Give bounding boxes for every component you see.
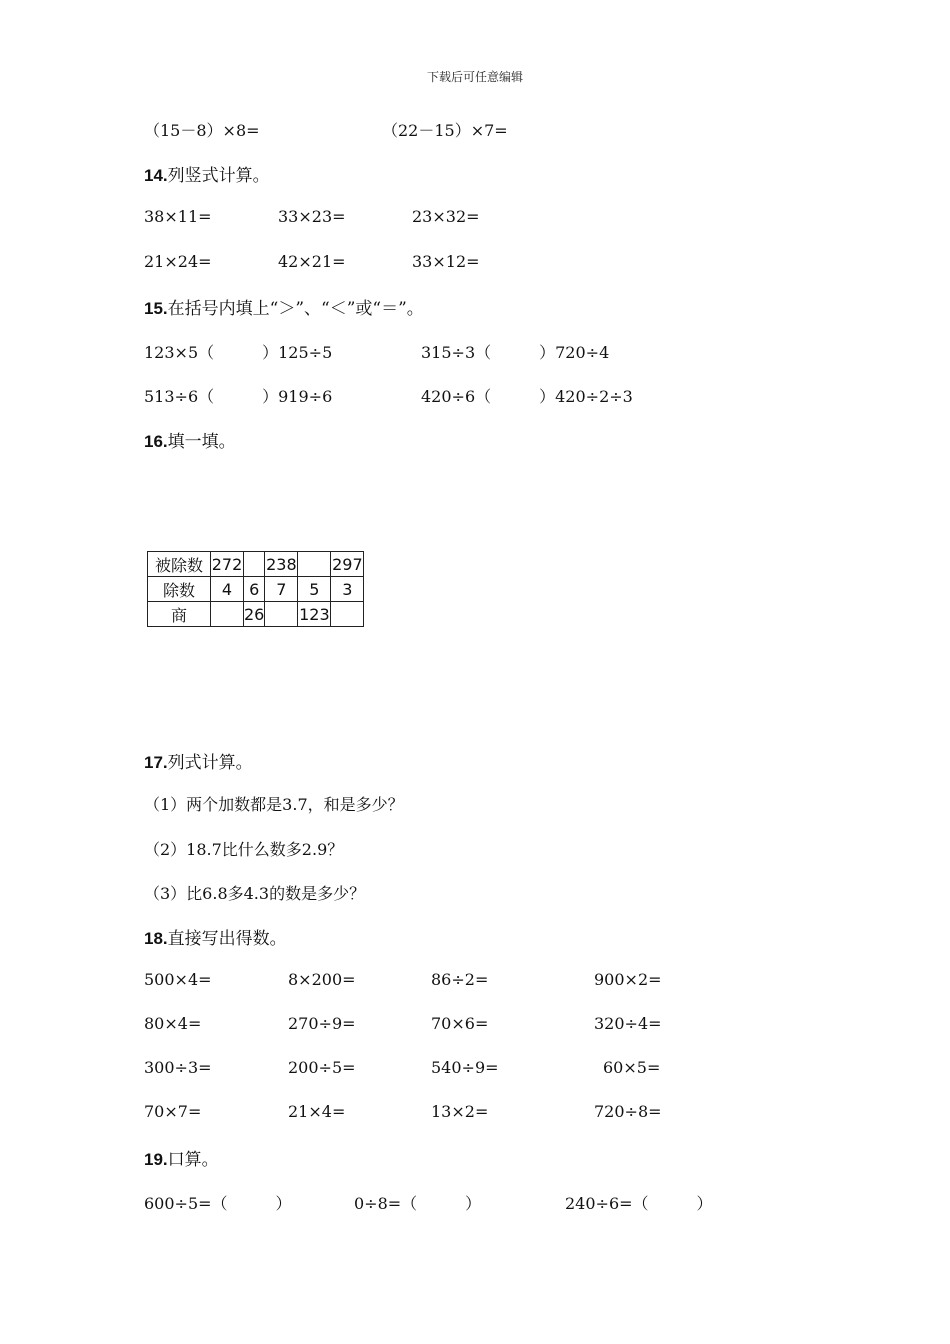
comparison: 123×5（ ）125÷5: [144, 343, 333, 362]
word-problem: （2）18.7比什么数多2.9？: [144, 840, 344, 859]
table-cell: 商: [148, 602, 211, 627]
expression: 70×6=: [431, 1014, 489, 1033]
question-18-heading: [144, 924, 287, 949]
comparison: 420÷6（ ）420÷2÷3: [421, 387, 633, 406]
expression: （22－15）×7=: [382, 121, 508, 140]
expression: 720÷8=: [594, 1102, 662, 1121]
expression: 60×5=: [603, 1058, 661, 1077]
table-cell: 除数: [148, 577, 211, 602]
question-number: 16.: [144, 432, 168, 451]
expression: 320÷4=: [594, 1014, 662, 1033]
expression: 33×23=: [278, 207, 346, 226]
table-cell: 5: [298, 577, 331, 602]
comparison: 315÷3（ ）720÷4: [421, 343, 610, 362]
question-number: 15.: [144, 299, 168, 318]
expression: 80×4=: [144, 1014, 202, 1033]
word-problem: （3）比6.8多4.3的数是多少？: [144, 884, 366, 903]
table-row: [148, 602, 364, 627]
expression: 300÷3=: [144, 1058, 212, 1077]
expression: 13×2=: [431, 1102, 489, 1121]
question-14-heading: [144, 161, 270, 186]
expression: 33×12=: [412, 252, 480, 271]
expression: 0÷8=（ ）: [354, 1194, 482, 1213]
question-number: 19.: [144, 1150, 168, 1169]
expression: 240÷6=（ ）: [565, 1194, 713, 1213]
expression: 21×4=: [288, 1102, 346, 1121]
question-17-heading: [144, 748, 253, 773]
page-header: 下载后可任意编辑: [426, 70, 523, 84]
table-cell: 6: [244, 577, 265, 602]
table-cell: 4: [211, 577, 244, 602]
expression: 86÷2=: [431, 970, 489, 989]
question-number: 14.: [144, 166, 168, 185]
expression: 8×200=: [288, 970, 356, 989]
table-cell: 被除数: [148, 552, 211, 577]
expression: （15－8）×8=: [144, 121, 260, 140]
table-cell: [211, 602, 244, 627]
expression: 270÷9=: [288, 1014, 356, 1033]
question-number: 17.: [144, 753, 168, 772]
division-table: [147, 551, 364, 627]
table-cell: 26: [244, 602, 265, 627]
expression: 900×2=: [594, 970, 662, 989]
expression: 540÷9=: [431, 1058, 499, 1077]
word-problem: （1）两个加数都是3.7，和是多少？: [144, 795, 404, 814]
expression: 600÷5=（ ）: [144, 1194, 292, 1213]
question-title: 列竖式计算。: [167, 166, 270, 186]
table-cell: [244, 552, 265, 577]
question-19-heading: [144, 1145, 219, 1170]
question-16-heading: [144, 427, 236, 452]
table-cell: 297: [331, 552, 364, 577]
question-title: 填一填。: [167, 432, 236, 452]
table-cell: 272: [211, 552, 244, 577]
question-15-heading: [144, 294, 424, 319]
table-row: [148, 577, 364, 602]
expression: 500×4=: [144, 970, 212, 989]
expression: 70×7=: [144, 1102, 202, 1121]
table-cell: 238: [265, 552, 298, 577]
comparison: 513÷6（ ）919÷6: [144, 387, 333, 406]
question-number: 18.: [144, 929, 168, 948]
table-cell: [298, 552, 331, 577]
question-title: 直接写出得数。: [167, 929, 287, 949]
table-cell: [331, 602, 364, 627]
question-title: 口算。: [167, 1150, 219, 1170]
question-title: 列式计算。: [167, 753, 253, 773]
table-cell: 7: [265, 577, 298, 602]
question-title: 在括号内填上“＞”、“＜”或“＝”。: [167, 299, 424, 319]
expression: 38×11=: [144, 207, 212, 226]
expression: 23×32=: [412, 207, 480, 226]
table-cell: 123: [298, 602, 331, 627]
table-row: [148, 552, 364, 577]
expression: 21×24=: [144, 252, 212, 271]
expression: 200÷5=: [288, 1058, 356, 1077]
expression: 42×21=: [278, 252, 346, 271]
table-cell: [265, 602, 298, 627]
table-cell: 3: [331, 577, 364, 602]
